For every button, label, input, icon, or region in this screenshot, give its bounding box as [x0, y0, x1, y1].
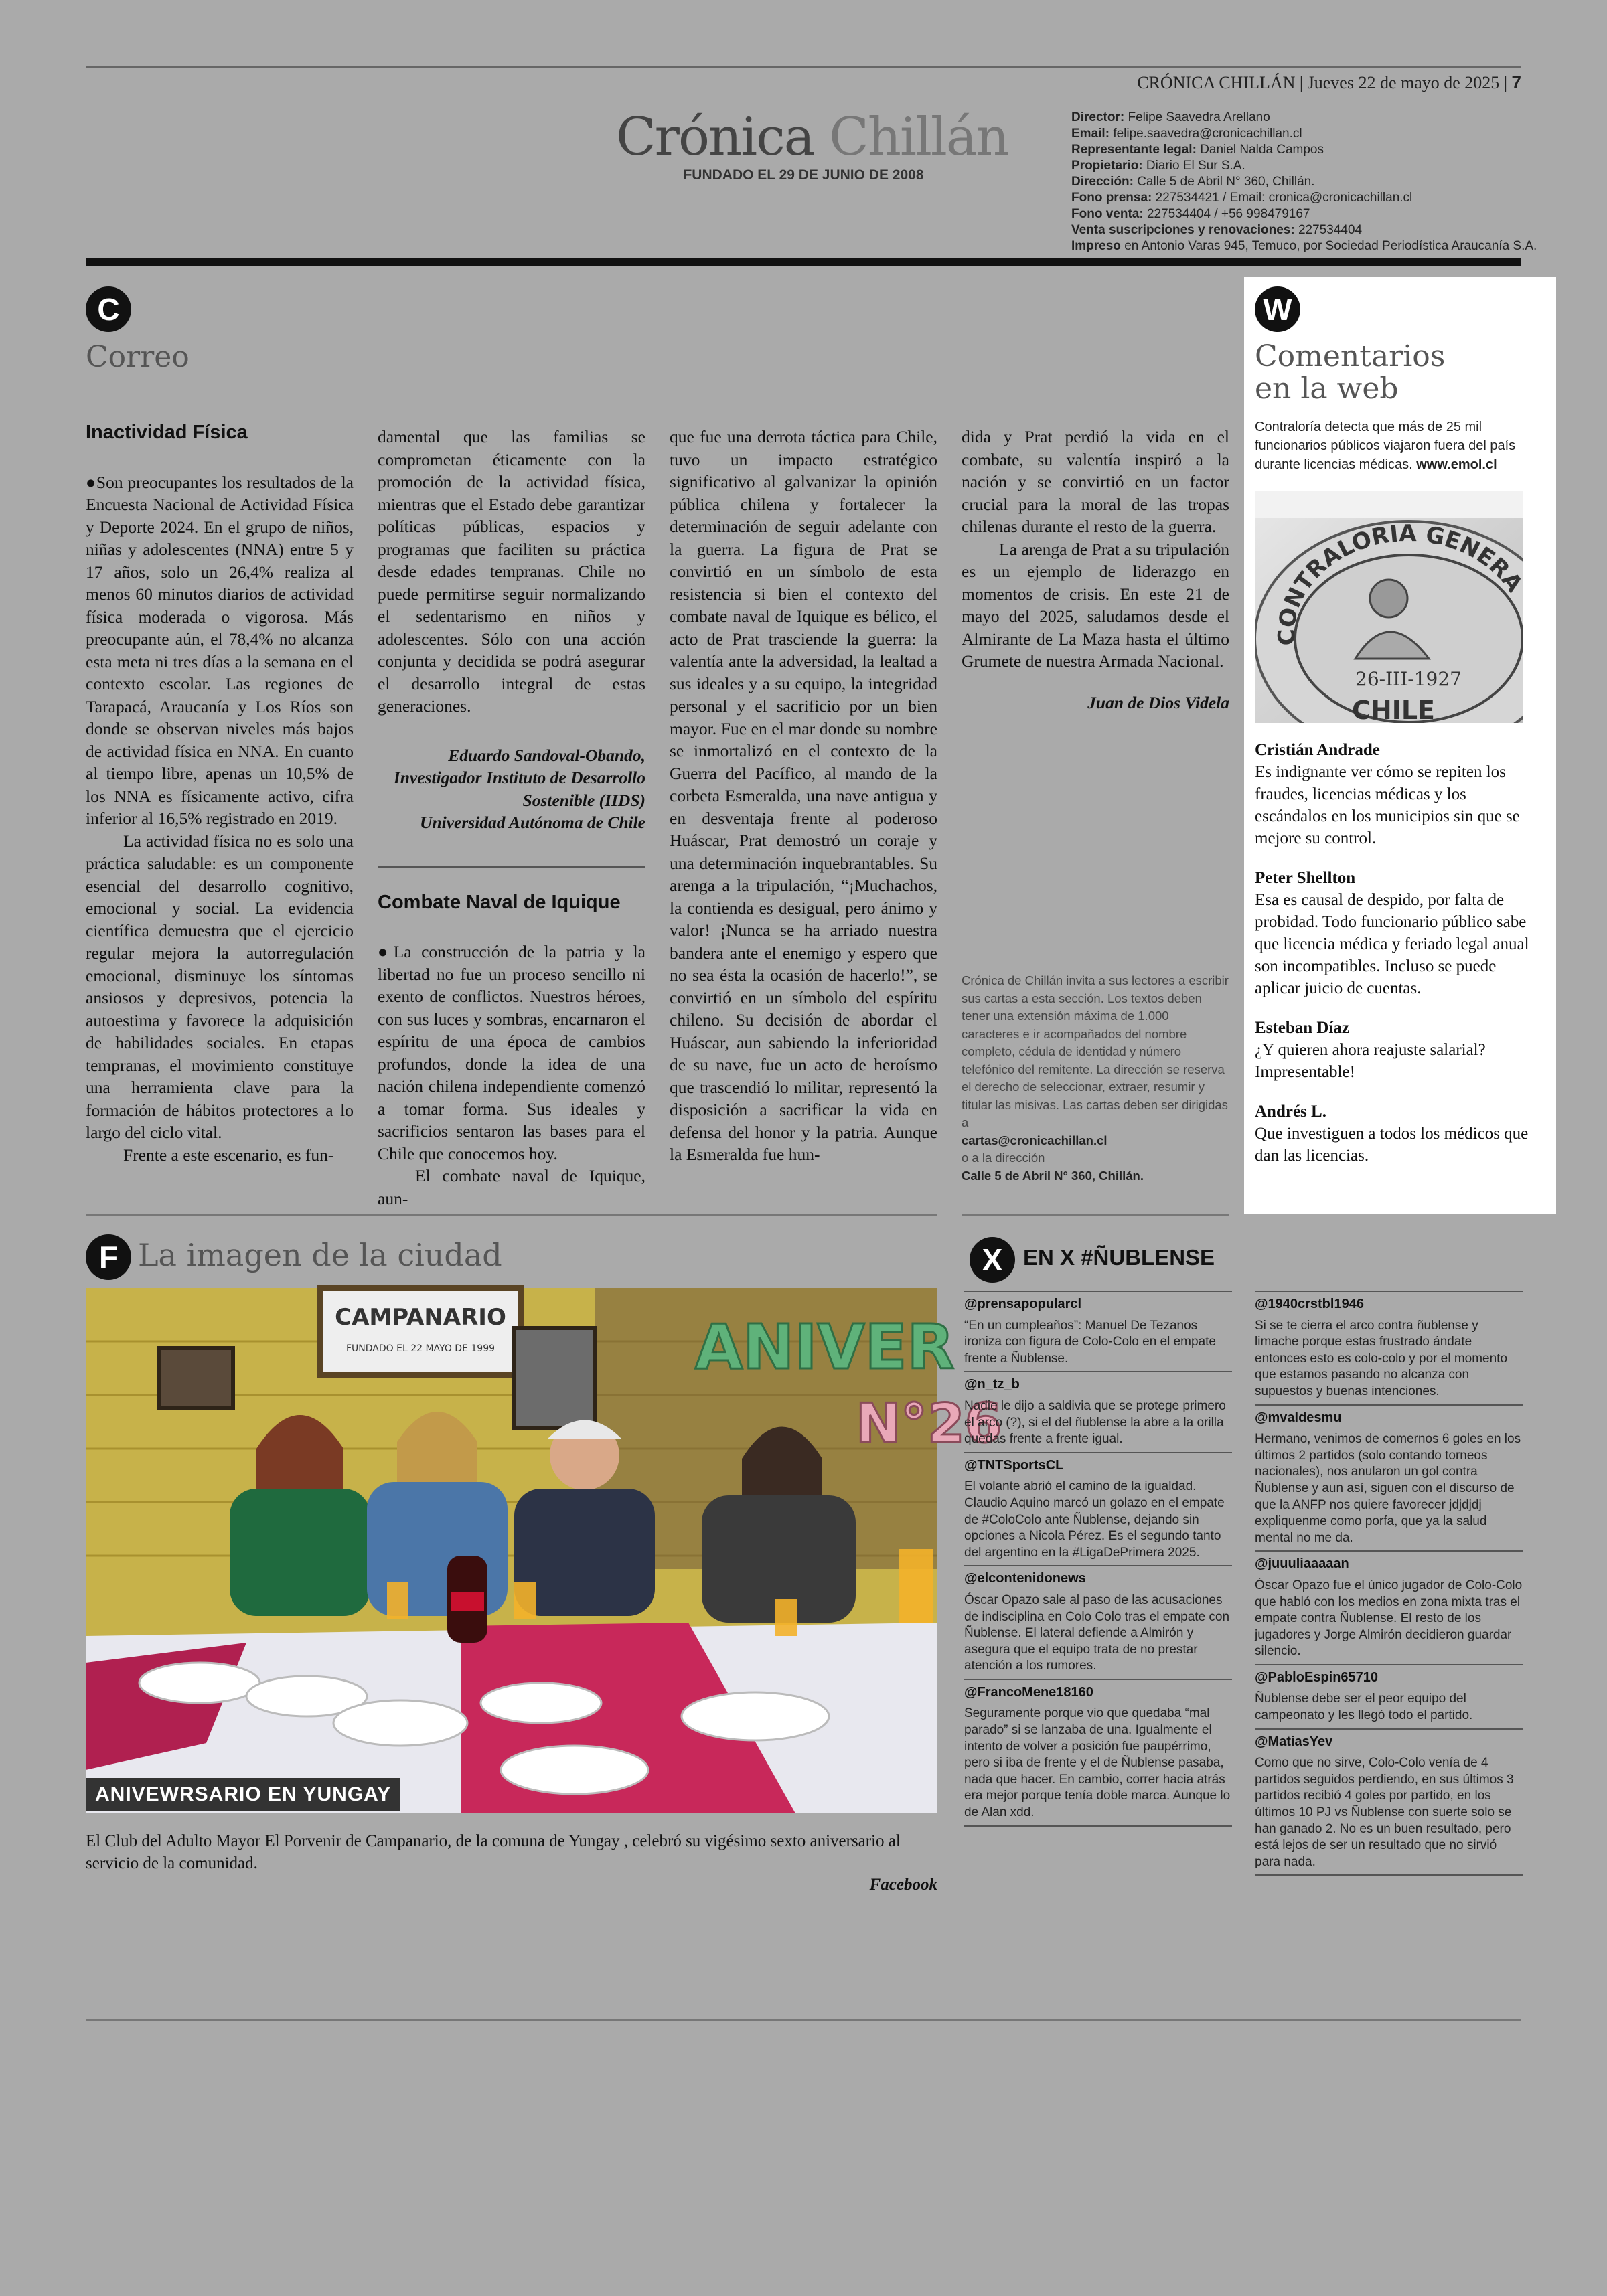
- tweet-item: [964, 1452, 1232, 1566]
- article-paragraph: La arenga de Prat a su tripulación es un ejemplo de liderazgo en momentos de crisis. En este 21 de mayo del 2025, saludamos desde el Almirante de La Maza hasta el último Grumete de nuestra Armada Nacional.: [962, 539, 1229, 671]
- folio-page-number: 7: [1511, 72, 1521, 92]
- tweet-item: [964, 1679, 1232, 1825]
- article-title-inactividad: Inactividad Física: [86, 422, 248, 443]
- city-photo-caption: El Club del Adulto Mayor El Porvenir de Campanario, de la comuna de Yungay , celebró su vigésimo sexto aniversario al servicio de la comunidad.: [86, 1832, 901, 1872]
- correo-column-3: [670, 426, 937, 1166]
- staff-value: Felipe Saavedra Arellano: [1128, 110, 1270, 125]
- staff-label: Director:: [1071, 110, 1125, 125]
- tweet-item: [1255, 1550, 1523, 1664]
- invitation-or: o a la dirección: [962, 1151, 1045, 1165]
- tweet-item: [1255, 1728, 1523, 1875]
- staff-value: 227534404: [1298, 223, 1363, 237]
- section-title-correo: Correo: [86, 340, 189, 374]
- staff-value: felipe.saavedra@cronicachillan.cl: [1113, 127, 1302, 141]
- seal-arc-text: CONTRALORIA GENER: [1273, 520, 1515, 646]
- comment-text: Es indignante ver cómo se repiten los fraudes, licencias médicas y los escándalos en los municipios sin que se mejore su control.: [1255, 763, 1520, 847]
- logo-word-cronica: Crónica: [616, 107, 814, 167]
- photo-banner-text: ANIVER: [695, 1311, 955, 1383]
- staff-line: [1071, 190, 1527, 206]
- middle-rule-left: [86, 1214, 937, 1216]
- tweet-text: Como que no sirve, Colo-Colo venía de 4 partidos seguidos perdiendo, en sus últimos 3 partidos recibió 4 goles por partido, en los últimos 10 PJ vs Ñublense con suerte solo se han ganado 2. No es un buen resultado, pero está lejos de ser un resultado que no sirvió para nada.: [1255, 1756, 1514, 1869]
- tweet-handle[interactable]: @mvaldesmu: [1255, 1410, 1342, 1425]
- staff-label: Dirección:: [1071, 175, 1134, 189]
- folio-date: Jueves 22 de mayo de 2025: [1307, 73, 1500, 92]
- staff-label: Venta suscripciones y renovaciones:: [1071, 223, 1295, 237]
- article-paragraph: La actividad física no es solo una práctica saludable: es un componente esencial del desarrollo cognitivo, emocional y social. La evidencia científica demuestra que el ejercicio regular mejora la autorregulación emocional, disminuye los síntomas ansiosos y depresivos, potencia la autoestima y favorece la adquisición de habilidades sociales. En etapas tempranas, el movimiento constituye una herramienta clave para la formación de hábitos protectores a lo largo del ciclo vital.: [86, 831, 354, 1142]
- web-comment: [1255, 867, 1536, 999]
- web-title-line-1: Comentarios: [1255, 339, 1446, 374]
- section-badge-f: F: [86, 1234, 131, 1280]
- staff-line: [1071, 238, 1537, 254]
- article-divider: [378, 866, 645, 868]
- section-badge-c: C: [86, 286, 131, 332]
- tweet-item: [964, 1291, 1232, 1371]
- correo-column-2: [378, 426, 645, 1210]
- masthead: [616, 107, 1008, 183]
- tweet-text: Óscar Opazo sale al paso de las acusaciones de indisciplina en Colo Colo tras el empate con Ñublense. El lateral defiende a Almirón y asegura que el equipo trata de no prestar atención a los rumores.: [964, 1592, 1230, 1673]
- staff-line: [1071, 158, 1527, 174]
- letters-address: Calle 5 de Abril N° 360, Chillán.: [962, 1168, 1144, 1183]
- bottom-rule: [86, 2019, 1521, 2021]
- tweet-text: Si se te cierra el arco contra ñublense y limache porque estas frustrado ándate entonces esto es colo-colo y por el momento que estamos pasando no alcanza con supuestos y buenas intenciones.: [1255, 1318, 1508, 1398]
- top-rule: [86, 66, 1521, 68]
- tweet-handle[interactable]: @elcontenidonews: [964, 1571, 1086, 1586]
- comment-author: Esteban Díaz: [1255, 1019, 1349, 1037]
- letter-signature: Eduardo Sandoval-Obando,: [448, 745, 645, 765]
- newspaper-logo: [616, 107, 1008, 167]
- comment-author: Andrés L.: [1255, 1102, 1326, 1121]
- letter-signature-affiliation: Investigador Instituto de Desarrollo Sostenible (IIDS): [393, 768, 645, 810]
- letter-signature-university: Universidad Autónoma de Chile: [420, 813, 645, 832]
- article-paragraph: damental que las familias se comprometan éticamente con la promoción de la actividad física, mientras que el Estado debe garantizar políticas públicas, espacios y programas que faciliten su práctica desde edades tempranas. Chile no puede permitirse seguir normalizando el sedentarismo en niños y adolescentes. Sólo con una acción conjunta y decidida se podrá asegurar el desarrollo integral de estas generaciones.: [378, 427, 645, 716]
- section-title-web: [1255, 341, 1445, 405]
- letters-email-link[interactable]: cartas@cronicachillan.cl: [962, 1133, 1107, 1147]
- tweet-handle[interactable]: @MatiasYev: [1255, 1734, 1333, 1749]
- staff-label: Fono venta:: [1071, 207, 1144, 221]
- tweet-handle[interactable]: @juuuliaaaaan: [1255, 1556, 1349, 1572]
- staff-line: [1071, 222, 1527, 238]
- web-lead-body: Contraloría detecta que más de 25 mil funcionarios públicos viajaron fuera del país durante licencias médicas.: [1255, 420, 1516, 472]
- section-badge-w: W: [1255, 286, 1300, 332]
- contraloria-seal-photo: [1255, 491, 1523, 723]
- photo-caption-bar: ANIVEWRSARIO EN YUNGAY: [86, 1778, 400, 1811]
- tweets-end-rule: [964, 1825, 1232, 1827]
- tweet-text: Ñublense debe ser el peor equipo del campeonato y les llegó todo el partido.: [1255, 1692, 1473, 1723]
- tweet-handle[interactable]: @prensapopularcl: [964, 1297, 1082, 1311]
- folio-paper: CRÓNICA CHILLÁN: [1137, 73, 1296, 92]
- tweet-item: [1255, 1291, 1523, 1404]
- seal-country-text: CHILE: [1352, 695, 1436, 723]
- tweet-handle[interactable]: @FrancoMene18160: [964, 1684, 1093, 1700]
- tweet-text: Óscar Opazo fue el único jugador de Colo-Colo que habló con los medios en zona mixta tras el empate contra Ñublense. El resto de los jugadores y Jorge Almirón decidieron guardar silencio.: [1255, 1578, 1523, 1659]
- article-paragraph: Frente a este escenario, es fun-: [123, 1145, 334, 1165]
- tweet-text: Nadie le dijo a saldivia que se protege primero el arco (?), si el del ñublense la abre a la orilla quedas frente a frente igual.: [964, 1398, 1226, 1447]
- comment-author: Peter Shellton: [1255, 869, 1356, 887]
- web-comment: [1255, 739, 1536, 849]
- tweet-text: Hermano, venimos de comernos 6 goles en los últimos 2 partidos (solo contando torneos nacionales), nos anularon un gol contra Ñublense y aun así, siguen con el discurso de que la ANFP nos quiere favorecer jdjdjdj expliquenme como porfa, que ya la salud mental no me da.: [1255, 1432, 1521, 1545]
- staff-label: Email:: [1071, 127, 1110, 141]
- photo-credit: Facebook: [869, 1876, 937, 1894]
- staff-value: Diario El Sur S.A.: [1146, 159, 1245, 173]
- masthead-thick-rule: [86, 258, 1521, 266]
- tweet-text: Seguramente porque vio que quedaba “mal parado” si se lanzaba de una. Igualmente el intento de volver a posición fue paupérrimo, pero si iba de frente y el de Ñublense pasaba, nada que hacer. En cambio, correr hacia atrás era mejor porque tenía doble marca. Aunque lo de Alan xdd.: [964, 1706, 1231, 1820]
- staff-value: Calle 5 de Abril N° 360, Chillán.: [1137, 175, 1315, 189]
- founded-line: FUNDADO EL 29 DE JUNIO DE 2008: [683, 167, 924, 183]
- comment-text: Esa es causal de despido, por falta de probidad. Todo funcionario público sabe que licencia médica y feriado legal anual son incompatibles. Incluso se puede aplicar juicio de cuentas.: [1255, 891, 1529, 997]
- page-folio: CRÓNICA CHILLÁN | Jueves 22 de mayo de 2025 | 7: [1137, 72, 1521, 92]
- article-paragraph: que fue una derrota táctica para Chile, tuvo un impacto estratégico significativo al galvanizar la opinión pública chilena y fortalecer la determinación de seguir adelante con la guerra. La figura de Prat se convirtió en un símbolo de esta resistencia si bien el contexto del combate naval de Iquique es bélico, el acto de Prat trasciende la guerra: la valentía ante la adversidad, la lealtad a sus ideales y a su equipo, la integridad personal y el sacrificio por un bien mayor. Fue en el mar donde su nombre se inmortalizó en el contexto de la Guerra del Pacífico, al mando de la corbeta Esmeralda, una nave antigua y en desventaja frente al poderoso Huáscar, Prat demostró un coraje y una determinación inquebrantables. Su arenga a la tripulación, “¡Muchachos, la contienda es desigual, pero ánimo y valor! ¡Nunca se ha arriado nuestra bandera ante el enemigo y espero que no sea ésta la ocasión de hacerlo!”, se convirtió en un símbolo del espíritu chileno. Su decisión de abordar el Huáscar, aun sabiendo la inferioridad de su nave, fue un acto de heroísmo que trascendió lo militar, representó la disposición a sacrificar la vida en defensa del honor y la patria. Aunque la Esmeralda fue hun-: [670, 427, 937, 1164]
- staff-value: 227534404 / +56 998479167: [1146, 207, 1310, 221]
- staff-label: Impreso: [1071, 239, 1121, 253]
- seal-illustration: [1255, 491, 1523, 723]
- staff-label: Fono prensa:: [1071, 191, 1152, 205]
- staff-line: [1071, 174, 1527, 190]
- staff-label: Representante legal:: [1071, 143, 1197, 157]
- seal-date-text: 26-III-1927: [1355, 668, 1462, 690]
- web-comments-list: [1255, 739, 1536, 1184]
- article-title-combate-naval: Combate Naval de Iquique: [378, 891, 621, 913]
- article-paragraph: ●Son preocupantes los resultados de la Encuesta Nacional de Actividad Física y Deporte 2024. En el grupo de niños, niñas y adolescentes (NNA) entre 5 y 17 años, solo un 26,4% realiza al menos 60 minutos diarios de actividad física moderada o vigorosa. Más preocupante aún, el 78,4% no alcanza esta meta ni tres días a la semana en el contexto escolar. Las regiones de Tarapacá, Araucanía y Los Ríos son donde se observan niveles más bajos de actividad física en NNA. En cuanto al tiempo libre, apenas un 10,5% de los NNA es físicamente activo, cifra inferior al 16,5% registrado en 2019.: [86, 472, 354, 828]
- tweet-text: El volante abrió el camino de la igualdad. Claudio Aquino marcó un golazo en el empate de #ColoColo ante Ñublense, dejando sin opciones a Nicola Pérez. Es el segundo tanto del argentino en la #LigaDePrimera 2025.: [964, 1479, 1225, 1560]
- photo-sign-founded: FUNDADO EL 22 MAYO DE 1999: [346, 1343, 495, 1354]
- staff-value: Daniel Nalda Campos: [1200, 143, 1324, 157]
- section-badge-x: X: [970, 1237, 1015, 1283]
- web-title-line-2: en la web: [1255, 372, 1399, 406]
- tweet-handle[interactable]: @PabloEspin65710: [1255, 1669, 1379, 1685]
- comment-text: Que investiguen a todos los médicos que dan las licencias.: [1255, 1125, 1529, 1165]
- article-paragraph: El combate naval de Iquique, aun-: [378, 1166, 645, 1208]
- staff-value: en Antonio Varas 945, Temuco, por Sociedad Periodística Araucanía S.A.: [1124, 239, 1537, 253]
- letter-signature: Juan de Dios Videla: [1087, 692, 1229, 712]
- correo-column-4: [962, 426, 1229, 714]
- web-comments-box: [1244, 277, 1556, 1214]
- staff-label: Propietario:: [1071, 159, 1143, 173]
- tweet-handle[interactable]: @TNTSportsCL: [964, 1457, 1064, 1473]
- tweet-item: [964, 1371, 1232, 1451]
- web-lead-text: [1255, 418, 1536, 474]
- web-lead-source-link[interactable]: www.emol.cl: [1416, 457, 1497, 472]
- tweets-end-rule: [1255, 1874, 1523, 1876]
- section-title-x-nublense: EN X #ÑUBLENSE: [1023, 1245, 1215, 1270]
- web-comment: [1255, 1017, 1536, 1083]
- correo-column-1: [86, 422, 354, 1166]
- article-paragraph: dida y Prat perdió la vida en el combate, su valentía inspiró a la nación y se convirtió en un factor crucial para la moral de las tropas chilenas durante el resto de la guerra.: [962, 427, 1229, 536]
- tweet-handle[interactable]: @n_tz_b: [964, 1377, 1020, 1392]
- staff-line: [1071, 110, 1527, 126]
- middle-rule-right: [962, 1214, 1229, 1216]
- web-comment: [1255, 1100, 1536, 1167]
- tweet-handle[interactable]: @1940crstbl1946: [1255, 1297, 1364, 1311]
- comment-text: ¿Y quieren ahora reajuste salarial? Impresentable!: [1255, 1041, 1486, 1081]
- letters-invitation: [962, 972, 1229, 1185]
- staff-box: [1071, 110, 1537, 254]
- article-paragraph: ●La construcción de la patria y la libertad no fue un proceso sencillo ni exento de conflictos. Nuestros héroes, con sus luces y sombras, encarnaron el espíritu de una época de cambios profundos, donde la idea de una nación chilena independiente comenzó a tomar forma. Sus ideales y sacrificios sentaron las bases para el Chile que conocemos hoy.: [378, 942, 645, 1163]
- logo-word-chillan: Chillán: [829, 107, 1008, 167]
- staff-line: [1071, 206, 1527, 222]
- tweet-item: [964, 1565, 1232, 1679]
- staff-value: 227534421 / Email: cronica@cronicachillan.cl: [1155, 191, 1413, 205]
- tweet-text: “En un cumpleaños”: Manuel De Tezanos ironiza con figura de Colo-Colo en el empate frente a Ñublense.: [964, 1318, 1216, 1366]
- tweets-column-left: [964, 1291, 1232, 1827]
- invitation-text: Crónica de Chillán invita a sus lectores a escribir sus cartas a esta sección. Los textos deben tener una extensión máxima de 1.000 caracteres e ir acompañados del nombre completo, cédula de identidad y número telefónico del remitente. La dirección se reserva el derecho de seleccionar, extraer, resumir y titular las misivas. Las cartas deben ser dirigidas a: [962, 973, 1229, 1129]
- tweet-item: [1255, 1404, 1523, 1551]
- section-title-city: La imagen de la ciudad: [138, 1237, 502, 1273]
- photo-sign-name: CAMPANARIO: [335, 1304, 506, 1331]
- tweets-column-right: [1255, 1291, 1523, 1876]
- staff-line: [1071, 142, 1527, 158]
- tweet-item: [1255, 1664, 1523, 1728]
- photo-banner-number: N°26: [856, 1392, 1002, 1455]
- comment-author: Cristián Andrade: [1255, 741, 1380, 759]
- staff-line: [1071, 126, 1527, 142]
